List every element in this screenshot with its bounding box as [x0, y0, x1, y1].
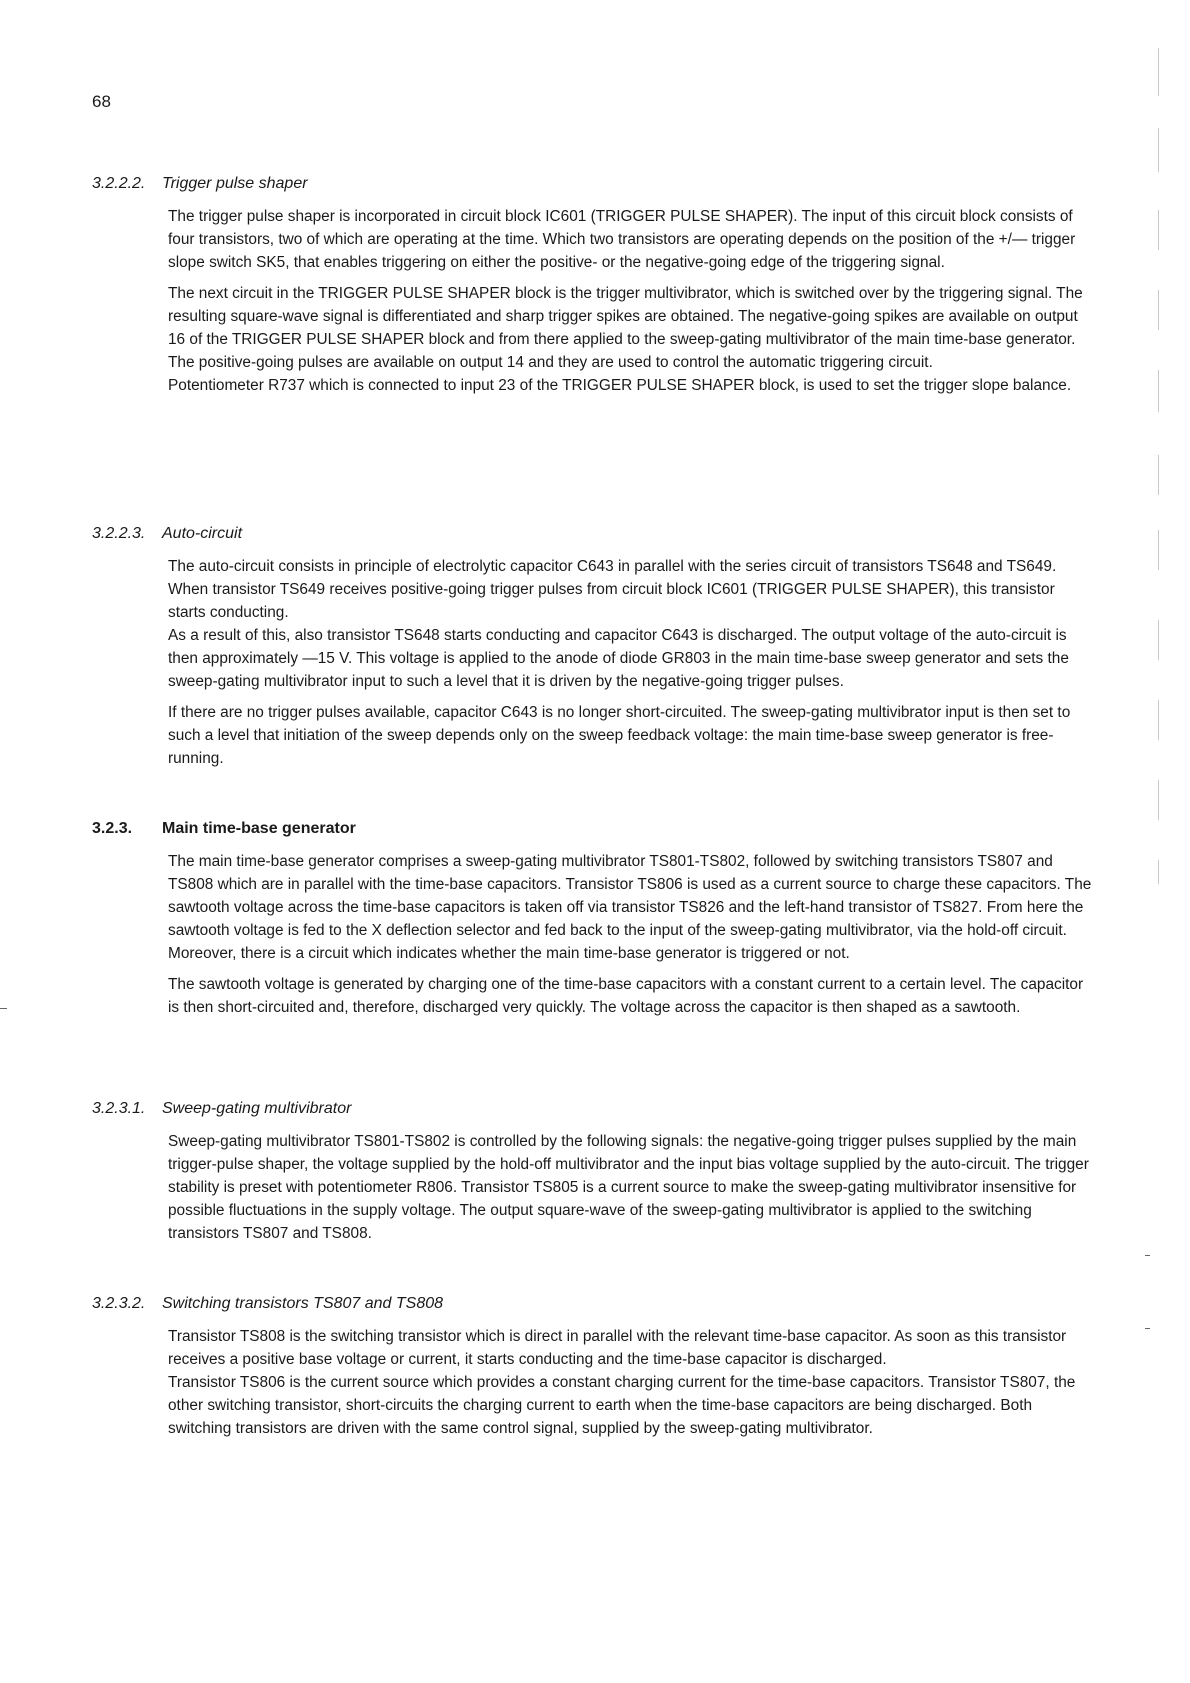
section-title: Trigger pulse shaper: [162, 175, 308, 192]
section-body: [168, 555, 1092, 770]
section-title: Switching transistors TS807 and TS808: [162, 1295, 444, 1312]
scan-artifact-line: [1158, 620, 1159, 660]
paragraph: If there are no trigger pulses available, capacitor C643 is no longer short-circuited. The sweep-gating multivibrator input is then set to such a level that initiation of the sweep depends only on the sweep feedback voltage: the main time-base sweep generator is free-running.: [168, 704, 1071, 767]
section-heading: [92, 525, 1092, 543]
paragraph: Sweep-gating multivibrator TS801-TS802 is controlled by the following signals: the negative-going trigger pulses supplied by the main trigger-pulse shaper, the voltage supplied by the hold-off multivibrator and the input bias voltage supplied by the auto-circuit. The trigger stability is preset with potentiometer R806. Transistor TS805 is a current source to make the sweep-gating multivibrator insensitive for possible fluctuations in the supply voltage. The output square-wave of the sweep-gating multivibrator is applied to the switching transistors TS807 and TS808.: [168, 1133, 1089, 1242]
section-heading: [92, 175, 1092, 193]
paragraph: The next circuit in the TRIGGER PULSE SHAPER block is the trigger multivibrator, which is switched over by the triggering signal. The resulting square-wave signal is differentiated and sharp trigger spikes are obtained. The negative-going spikes are available on output 16 of the TRIGGER PULSE SHAPER block and from there applied to the sweep-gating multivibrator of the main time-base generator.: [168, 285, 1083, 348]
paragraph: The sawtooth voltage is generated by charging one of the time-base capacitors with a constant current to a certain level. The capacitor is then short-circuited and, therefore, discharged very quickly. The voltage across the capacitor is then shaped as a sawtooth.: [168, 976, 1084, 1016]
paragraph: The positive-going pulses are available on output 14 and they are used to control the automatic triggering circuit.: [168, 354, 933, 371]
section-title: Main time-base generator: [162, 820, 356, 837]
paragraph: The main time-base generator comprises a sweep-gating multivibrator TS801-TS802, followed by switching transistors TS807 and TS808 which are in parallel with the time-base capacitors. Transistor TS806 is used as a current source to charge these capacitors. The sawtooth voltage across the time-base capacitors is taken off via transistor TS826 and the left-hand transistor of TS827. From here the sawtooth voltage is fed to the X deflection selector and fed back to the input of the sweep-gating multivibrator, via the hold-off circuit. Moreover, there is a circuit which indicates whether the main time-base generator is triggered or not.: [168, 853, 1092, 962]
section-title: Sweep-gating multivibrator: [162, 1100, 352, 1117]
section-body: [168, 1130, 1092, 1245]
paragraph: Potentiometer R737 which is connected to input 23 of the TRIGGER PULSE SHAPER block, is used to set the trigger slope balance.: [168, 377, 1072, 394]
section-number: 3.2.2.3.: [92, 525, 146, 542]
section-body: [168, 850, 1092, 1019]
paragraph: Transistor TS806 is the current source which provides a constant charging current for the time-base capacitors. Transistor TS807, the other switching transistor, short-circuits the charging current to earth when the time-base capacitors are being discharged. Both switching transistors are driven with the same control signal, supplied by the sweep-gating multivibrator.: [168, 1374, 1076, 1437]
section-heading: [92, 1100, 1092, 1118]
scan-artifact-line: [1158, 290, 1159, 330]
scan-artifact-dash: [1145, 1328, 1150, 1329]
paragraph: The trigger pulse shaper is incorporated in circuit block IC601 (TRIGGER PULSE SHAPER). The input of this circuit block consists of four transistors, two of which are operating at the time. Which two transistors are operating depends on the position of the +/— trigger slope switch SK5, that enables triggering on either the positive- or the negative-going edge of the triggering signal.: [168, 208, 1076, 271]
section-body: [168, 1325, 1092, 1440]
scan-artifact-dash: [1145, 1255, 1150, 1256]
section-switching-transistors: [92, 1295, 1092, 1448]
section-heading: [92, 820, 1092, 838]
scan-artifact-line: [1158, 455, 1159, 495]
scan-artifact-line: [1158, 860, 1159, 884]
paragraph: As a result of this, also transistor TS648 starts conducting and capacitor C643 is discharged. The output voltage of the auto-circuit is then approximately —15 V. This voltage is applied to the anode of diode GR803 in the main time-base sweep generator and sets the sweep-gating multivibrator input to such a level that it is driven by the negative-going trigger pulses.: [168, 627, 1069, 690]
section-body: [168, 205, 1092, 397]
page-number: 68: [92, 92, 111, 111]
scan-artifact-dash: [0, 1008, 7, 1009]
scan-artifact-line: [1158, 210, 1159, 250]
section-number: 3.2.3.2.: [92, 1295, 146, 1312]
scan-artifact-line: [1158, 700, 1159, 740]
scan-artifact-line: [1158, 530, 1159, 570]
section-auto-circuit: [92, 525, 1092, 778]
scan-artifact-line: [1158, 780, 1159, 820]
section-trigger-pulse-shaper: [92, 175, 1092, 405]
scan-artifact-line: [1158, 48, 1159, 96]
scan-artifact-line: [1158, 128, 1159, 172]
section-heading: [92, 1295, 1092, 1313]
paragraph: Transistor TS808 is the switching transistor which is direct in parallel with the relevant time-base capacitor. As soon as this transistor receives a positive base voltage or current, it starts conducting and the time-base capacitor is discharged.: [168, 1328, 1067, 1368]
section-number: 3.2.3.1.: [92, 1100, 146, 1117]
section-main-time-base-generator: [92, 820, 1092, 1027]
scan-artifact-line: [1158, 370, 1159, 412]
section-number: 3.2.3.: [92, 820, 133, 837]
paragraph: The auto-circuit consists in principle of electrolytic capacitor C643 in parallel with the series circuit of transistors TS648 and TS649. When transistor TS649 receives positive-going trigger pulses from circuit block IC601 (TRIGGER PULSE SHAPER), this transistor starts conducting.: [168, 558, 1057, 621]
section-sweep-gating-multivibrator: [92, 1100, 1092, 1253]
section-title: Auto-circuit: [162, 525, 243, 542]
section-number: 3.2.2.2.: [92, 175, 146, 192]
